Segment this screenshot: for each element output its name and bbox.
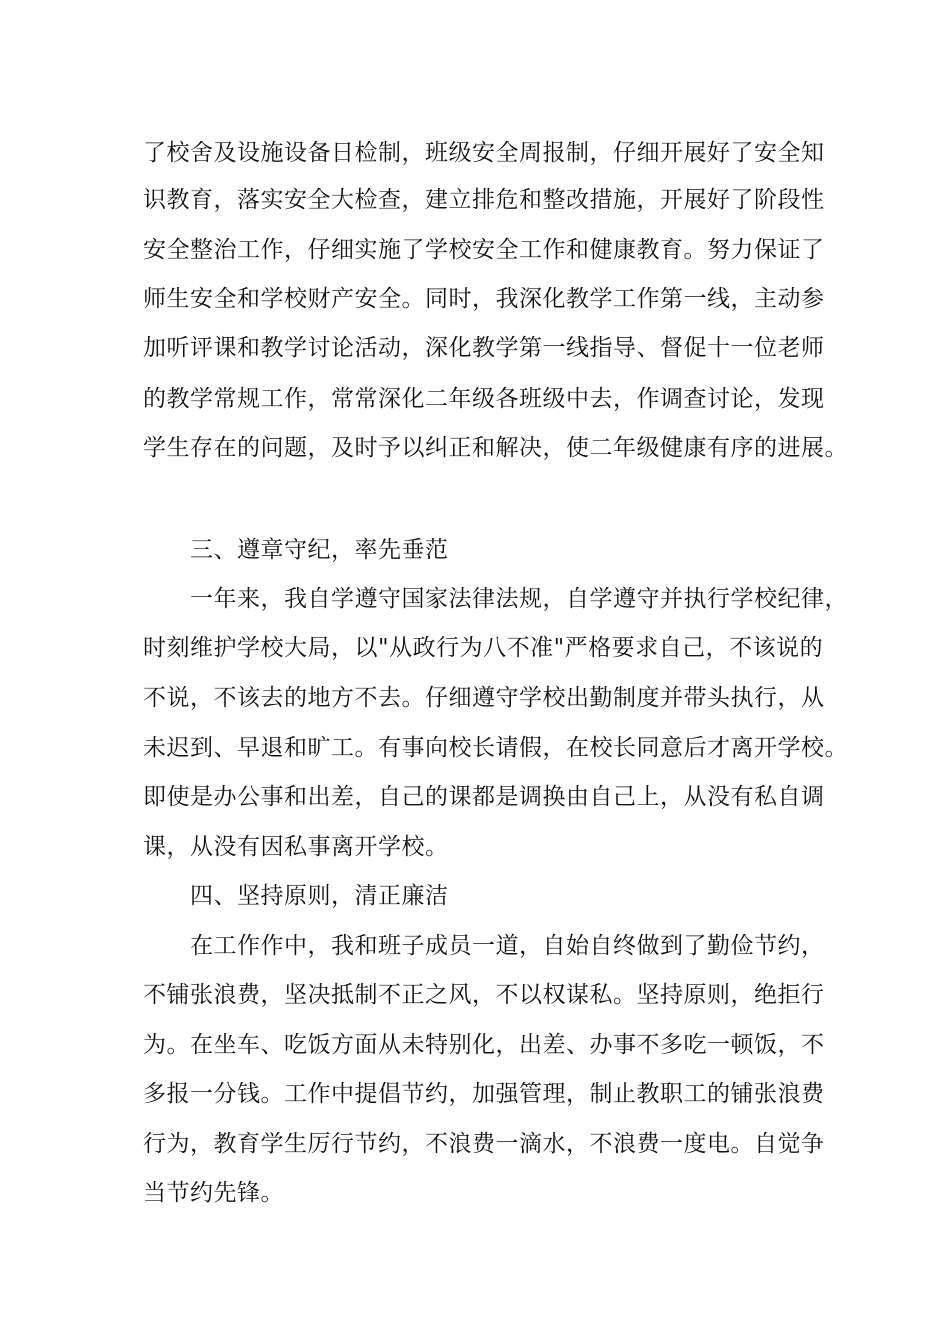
paragraph-line: 课，从没有因私事离开学校。 xyxy=(143,834,449,860)
paragraph-line: 加听评课和教学讨论活动，深化教学第一线指导、督促十一位老师 xyxy=(143,335,825,361)
paragraph-line: 识教育，落实安全大检查，建立排危和整改措施，开展好了阶段性 xyxy=(143,187,825,213)
paragraph-line: 时刻维护学校大局，以"从政行为八不准"严格要求自己，不该说的 xyxy=(143,635,824,661)
paragraph-line: 一年来，我自学遵守国家法律法规，自学遵守并执行学校纪律， xyxy=(190,586,848,612)
paragraph-line: 的教学常规工作，常常深化二年级各班级中去，作调查讨论，发现 xyxy=(143,386,825,412)
paragraph-line: 在工作作中，我和班子成员一道，自始自终做到了勤俭节约， xyxy=(190,933,825,959)
paragraph-line: 师生安全和学校财产安全。同时，我深化教学工作第一线，主动参 xyxy=(143,286,825,312)
paragraph-line: 不铺张浪费，坚决抵制不正之风，不以权谋私。坚持原则，绝拒行 xyxy=(143,982,825,1008)
section-heading: 三、遵章守纪，率先垂范 xyxy=(190,537,449,563)
paragraph-line: 当节约先锋。 xyxy=(143,1180,284,1206)
paragraph-line: 了校舍及设施设备日检制，班级安全周报制，仔细开展好了安全知 xyxy=(143,140,825,166)
paragraph-line: 为。在坐车、吃饭方面从未特别化，出差、办事不多吃一顿饭，不 xyxy=(143,1032,825,1058)
paragraph-line: 行为，教育学生厉行节约，不浪费一滴水，不浪费一度电。自觉争 xyxy=(143,1131,825,1157)
paragraph-line: 学生存在的问题，及时予以纠正和解决，使二年级健康有序的进展。 xyxy=(143,435,848,461)
paragraph-line: 即使是办公事和出差，自己的课都是调换由自己上，从没有私自调 xyxy=(143,784,825,810)
section-heading: 四、坚持原则，清正廉洁 xyxy=(190,883,449,909)
paragraph-line: 不说，不该去的地方不去。仔细遵守学校出勤制度并带头执行，从 xyxy=(143,685,825,711)
paragraph-line: 多报一分钱。工作中提倡节约，加强管理，制止教职工的铺张浪费 xyxy=(143,1081,825,1107)
paragraph-line: 未迟到、早退和旷工。有事向校长请假，在校长同意后才离开学校。 xyxy=(143,735,848,761)
paragraph-line: 安全整治工作，仔细实施了学校安全工作和健康教育。努力保证了 xyxy=(143,237,825,263)
